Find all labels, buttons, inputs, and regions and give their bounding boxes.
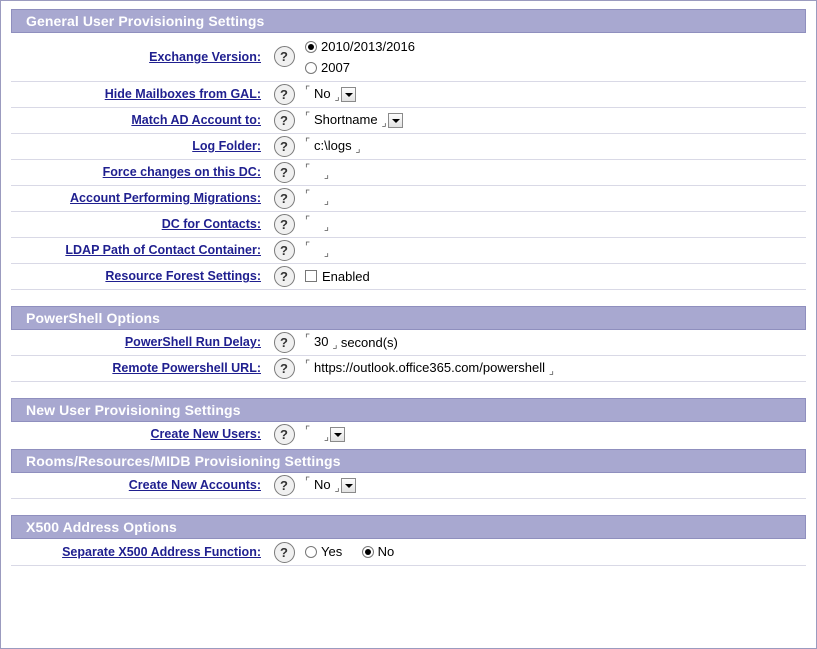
row-field-ldap-path-contact-container — [301, 237, 806, 263]
section-rows-new-user — [11, 422, 806, 447]
help-cell — [267, 159, 301, 185]
help-cell — [267, 133, 301, 159]
hide-mailboxes-select-value[interactable]: ⌜ No ⌟ — [305, 86, 340, 102]
account-performing-migrations-input[interactable] — [305, 190, 329, 206]
help-cell — [267, 81, 301, 107]
row-field-force-changes-dc — [301, 159, 806, 185]
row-label-create-new-users: Create New Users: — [150, 427, 261, 442]
radio-option-yes[interactable] — [305, 545, 362, 559]
row-field-dc-for-contacts — [301, 211, 806, 237]
table-row — [11, 133, 806, 159]
row-field-remote-powershell-url — [301, 355, 806, 381]
table-row — [11, 237, 806, 263]
help-icon[interactable]: ? — [274, 358, 295, 379]
table-row — [11, 473, 806, 499]
section-rows-x500 — [11, 539, 806, 567]
section-rows-general — [11, 33, 806, 290]
radio-label: 2007 — [321, 59, 350, 75]
row-label-match-ad-account: Match AD Account to: — [131, 113, 261, 128]
row-field-resource-forest-settings — [301, 263, 806, 289]
powershell-run-delay-suffix: second(s) — [340, 334, 398, 350]
row-label-create-new-accounts: Create New Accounts: — [128, 478, 261, 493]
chevron-down-icon[interactable] — [330, 427, 345, 442]
chevron-down-icon[interactable] — [388, 113, 403, 128]
help-icon[interactable]: ? — [274, 110, 295, 131]
row-field-log-folder — [301, 133, 806, 159]
help-cell — [267, 539, 301, 566]
help-cell — [267, 263, 301, 289]
radio-option-2010[interactable] — [305, 36, 806, 57]
help-icon[interactable]: ? — [274, 162, 295, 183]
row-label-log-folder: Log Folder: — [192, 139, 261, 154]
match-ad-account-select-value[interactable]: ⌜ Shortname ⌟ — [305, 112, 387, 128]
row-label-exchange-version: Exchange Version: — [149, 49, 261, 64]
row-field-hide-mailboxes — [301, 81, 806, 107]
help-cell — [267, 355, 301, 381]
spacer — [11, 290, 806, 306]
settings-content — [1, 1, 816, 566]
help-icon[interactable]: ? — [274, 424, 295, 445]
radio-label: No — [377, 544, 395, 560]
row-label-ldap-path-contact-container: LDAP Path of Contact Container: — [65, 243, 261, 258]
row-label-dc-for-contacts: DC for Contacts: — [161, 217, 261, 232]
create-new-accounts-select-value[interactable]: ⌜ No ⌟ — [305, 477, 340, 493]
powershell-run-delay-input[interactable]: ⌜ 30 ⌟ — [305, 334, 337, 350]
spacer — [11, 382, 806, 398]
section-rows-rooms — [11, 473, 806, 499]
help-cell — [267, 473, 301, 499]
help-cell — [267, 422, 301, 447]
help-icon[interactable]: ? — [274, 84, 295, 105]
row-field-account-performing-migrations — [301, 185, 806, 211]
section-rows-powershell — [11, 330, 806, 382]
radio-label: 2010/2013/2016 — [321, 38, 415, 54]
log-folder-input[interactable]: ⌜ c:\logs ⌟ — [305, 138, 361, 154]
help-cell — [267, 107, 301, 133]
row-field-create-new-users — [301, 422, 806, 447]
help-icon[interactable]: ? — [274, 136, 295, 157]
help-icon[interactable]: ? — [274, 240, 295, 261]
row-field-powershell-run-delay — [301, 330, 806, 356]
radio-label: Yes — [321, 544, 343, 560]
radio-option-no[interactable] — [362, 545, 411, 559]
ldap-path-contact-container-input[interactable] — [305, 242, 329, 258]
table-row — [11, 330, 806, 356]
help-cell — [267, 33, 301, 81]
row-field-separate-x500-address-function — [301, 539, 806, 566]
section-header-rooms: Rooms/Resources/MIDB Provisioning Settings — [11, 449, 806, 473]
help-icon[interactable]: ? — [274, 475, 295, 496]
row-label-hide-mailboxes: Hide Mailboxes from GAL: — [104, 87, 261, 102]
section-header-x500: X500 Address Options — [11, 515, 806, 539]
remote-powershell-url-input[interactable]: ⌜ https://outlook.office365.com/powershell ⌟ — [305, 360, 554, 376]
help-cell — [267, 185, 301, 211]
resource-forest-enabled-label: Enabled — [322, 268, 370, 284]
table-row — [11, 263, 806, 289]
table-row — [11, 422, 806, 447]
help-icon[interactable]: ? — [274, 188, 295, 209]
row-label-force-changes-dc: Force changes on this DC: — [102, 165, 261, 180]
section-header-powershell: PowerShell Options — [11, 306, 806, 330]
radio-icon[interactable] — [305, 41, 317, 53]
row-label-separate-x500-address-function: Separate X500 Address Function: — [62, 545, 261, 560]
help-icon[interactable]: ? — [274, 332, 295, 353]
radio-icon[interactable] — [305, 546, 317, 558]
row-field-create-new-accounts — [301, 473, 806, 499]
section-header-new-user: New User Provisioning Settings — [11, 398, 806, 422]
table-row — [11, 211, 806, 237]
row-field-exchange-version — [301, 33, 806, 81]
help-icon[interactable]: ? — [274, 46, 295, 67]
radio-icon[interactable] — [362, 546, 374, 558]
radio-option-2007[interactable] — [305, 57, 806, 78]
help-icon[interactable]: ? — [274, 214, 295, 235]
resource-forest-enabled-checkbox[interactable] — [305, 270, 317, 282]
table-row — [11, 539, 806, 566]
spacer — [11, 499, 806, 515]
table-row — [11, 355, 806, 381]
create-new-users-select-value[interactable] — [305, 426, 329, 442]
help-icon[interactable]: ? — [274, 542, 295, 563]
chevron-down-icon[interactable] — [341, 87, 356, 102]
row-label-account-performing-migrations: Account Performing Migrations: — [70, 191, 261, 206]
row-label-resource-forest-settings: Resource Forest Settings: — [105, 269, 261, 284]
help-cell — [267, 330, 301, 356]
dc-for-contacts-input[interactable] — [305, 216, 329, 232]
chevron-down-icon[interactable] — [341, 478, 356, 493]
row-label-remote-powershell-url: Remote Powershell URL: — [112, 361, 261, 376]
section-header-general: General User Provisioning Settings — [11, 9, 806, 33]
table-row — [11, 107, 806, 133]
table-row — [11, 81, 806, 107]
radio-icon[interactable] — [305, 62, 317, 74]
table-row — [11, 33, 806, 81]
force-changes-dc-input[interactable] — [305, 164, 329, 180]
help-cell — [267, 237, 301, 263]
help-cell — [267, 211, 301, 237]
row-label-powershell-run-delay: PowerShell Run Delay: — [124, 335, 261, 350]
row-field-match-ad-account — [301, 107, 806, 133]
table-row — [11, 159, 806, 185]
table-row — [11, 185, 806, 211]
help-icon[interactable]: ? — [274, 266, 295, 287]
